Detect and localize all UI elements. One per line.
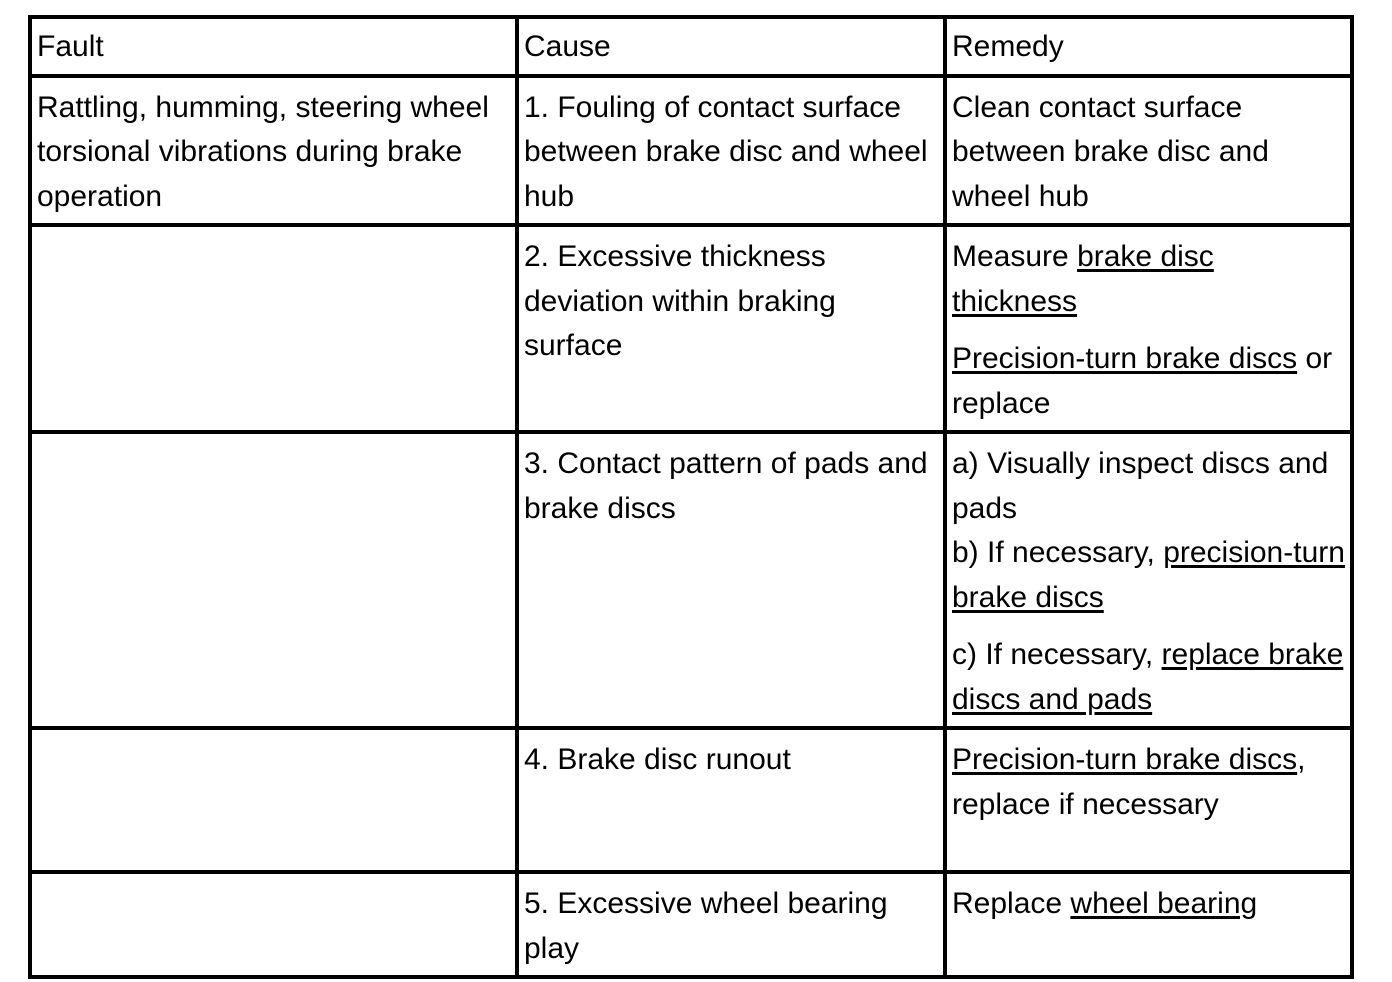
fault-cell xyxy=(30,225,517,432)
header-row xyxy=(30,17,1352,76)
remedy-line xyxy=(952,633,1346,722)
remedy-text: Replace xyxy=(952,887,1071,920)
fault-cell: Rattling, humming, steering wheel torsional vibrations during brake operation xyxy=(30,76,517,226)
header-cause: Cause xyxy=(517,17,945,76)
remedy-text: or replace xyxy=(952,342,1333,420)
fault-table xyxy=(28,15,1354,979)
remedy-cell xyxy=(945,432,1352,728)
cause-cell: 5. Excessive wheel bearing play xyxy=(517,872,945,977)
remedy-cell: Clean contact surface between brake disc and wheel hub xyxy=(945,76,1352,226)
header-remedy: Remedy xyxy=(945,17,1352,76)
remedy-line xyxy=(952,337,1346,426)
remedy-text: Measure xyxy=(952,240,1078,273)
header-fault: Fault xyxy=(30,17,517,76)
wheel-bearing-link[interactable]: wheel bearing xyxy=(1070,887,1258,920)
cause-cell: 3. Contact pattern of pads and brake discs xyxy=(517,432,945,728)
brake-disc-thickness-link[interactable]: brake disc thickness xyxy=(952,240,1214,318)
remedy-line xyxy=(952,235,1346,324)
table-row xyxy=(30,728,1352,872)
replace-discs-pads-link[interactable]: replace brake discs and pads xyxy=(952,638,1344,716)
cause-cell: 1. Fouling of contact surface between brake disc and wheel hub xyxy=(517,76,945,226)
remedy-text: c) If necessary, xyxy=(952,638,1162,671)
table-row xyxy=(30,76,1352,226)
cause-cell: 2. Excessive thickness deviation within braking surface xyxy=(517,225,945,432)
table-row xyxy=(30,225,1352,432)
fault-cell xyxy=(30,728,517,872)
remedy-line xyxy=(952,531,1346,620)
remedy-text: b) If necessary, xyxy=(952,536,1164,569)
remedy-cell xyxy=(945,225,1352,432)
precision-turn-link[interactable]: Precision-turn brake discs xyxy=(952,342,1298,375)
remedy-cell xyxy=(945,728,1352,872)
remedy-line: a) Visually inspect discs and pads xyxy=(952,447,1329,525)
precision-turn-link[interactable]: Precision-turn brake discs xyxy=(952,743,1298,776)
cause-cell: 4. Brake disc runout xyxy=(517,728,945,872)
fault-cell xyxy=(30,432,517,728)
table-row xyxy=(30,432,1352,728)
table-row xyxy=(30,872,1352,977)
remedy-cell xyxy=(945,872,1352,977)
fault-cell xyxy=(30,872,517,977)
precision-turn-link[interactable]: precision-turn brake discs xyxy=(952,536,1345,614)
remedy-text: , replace if necessary xyxy=(952,743,1306,821)
